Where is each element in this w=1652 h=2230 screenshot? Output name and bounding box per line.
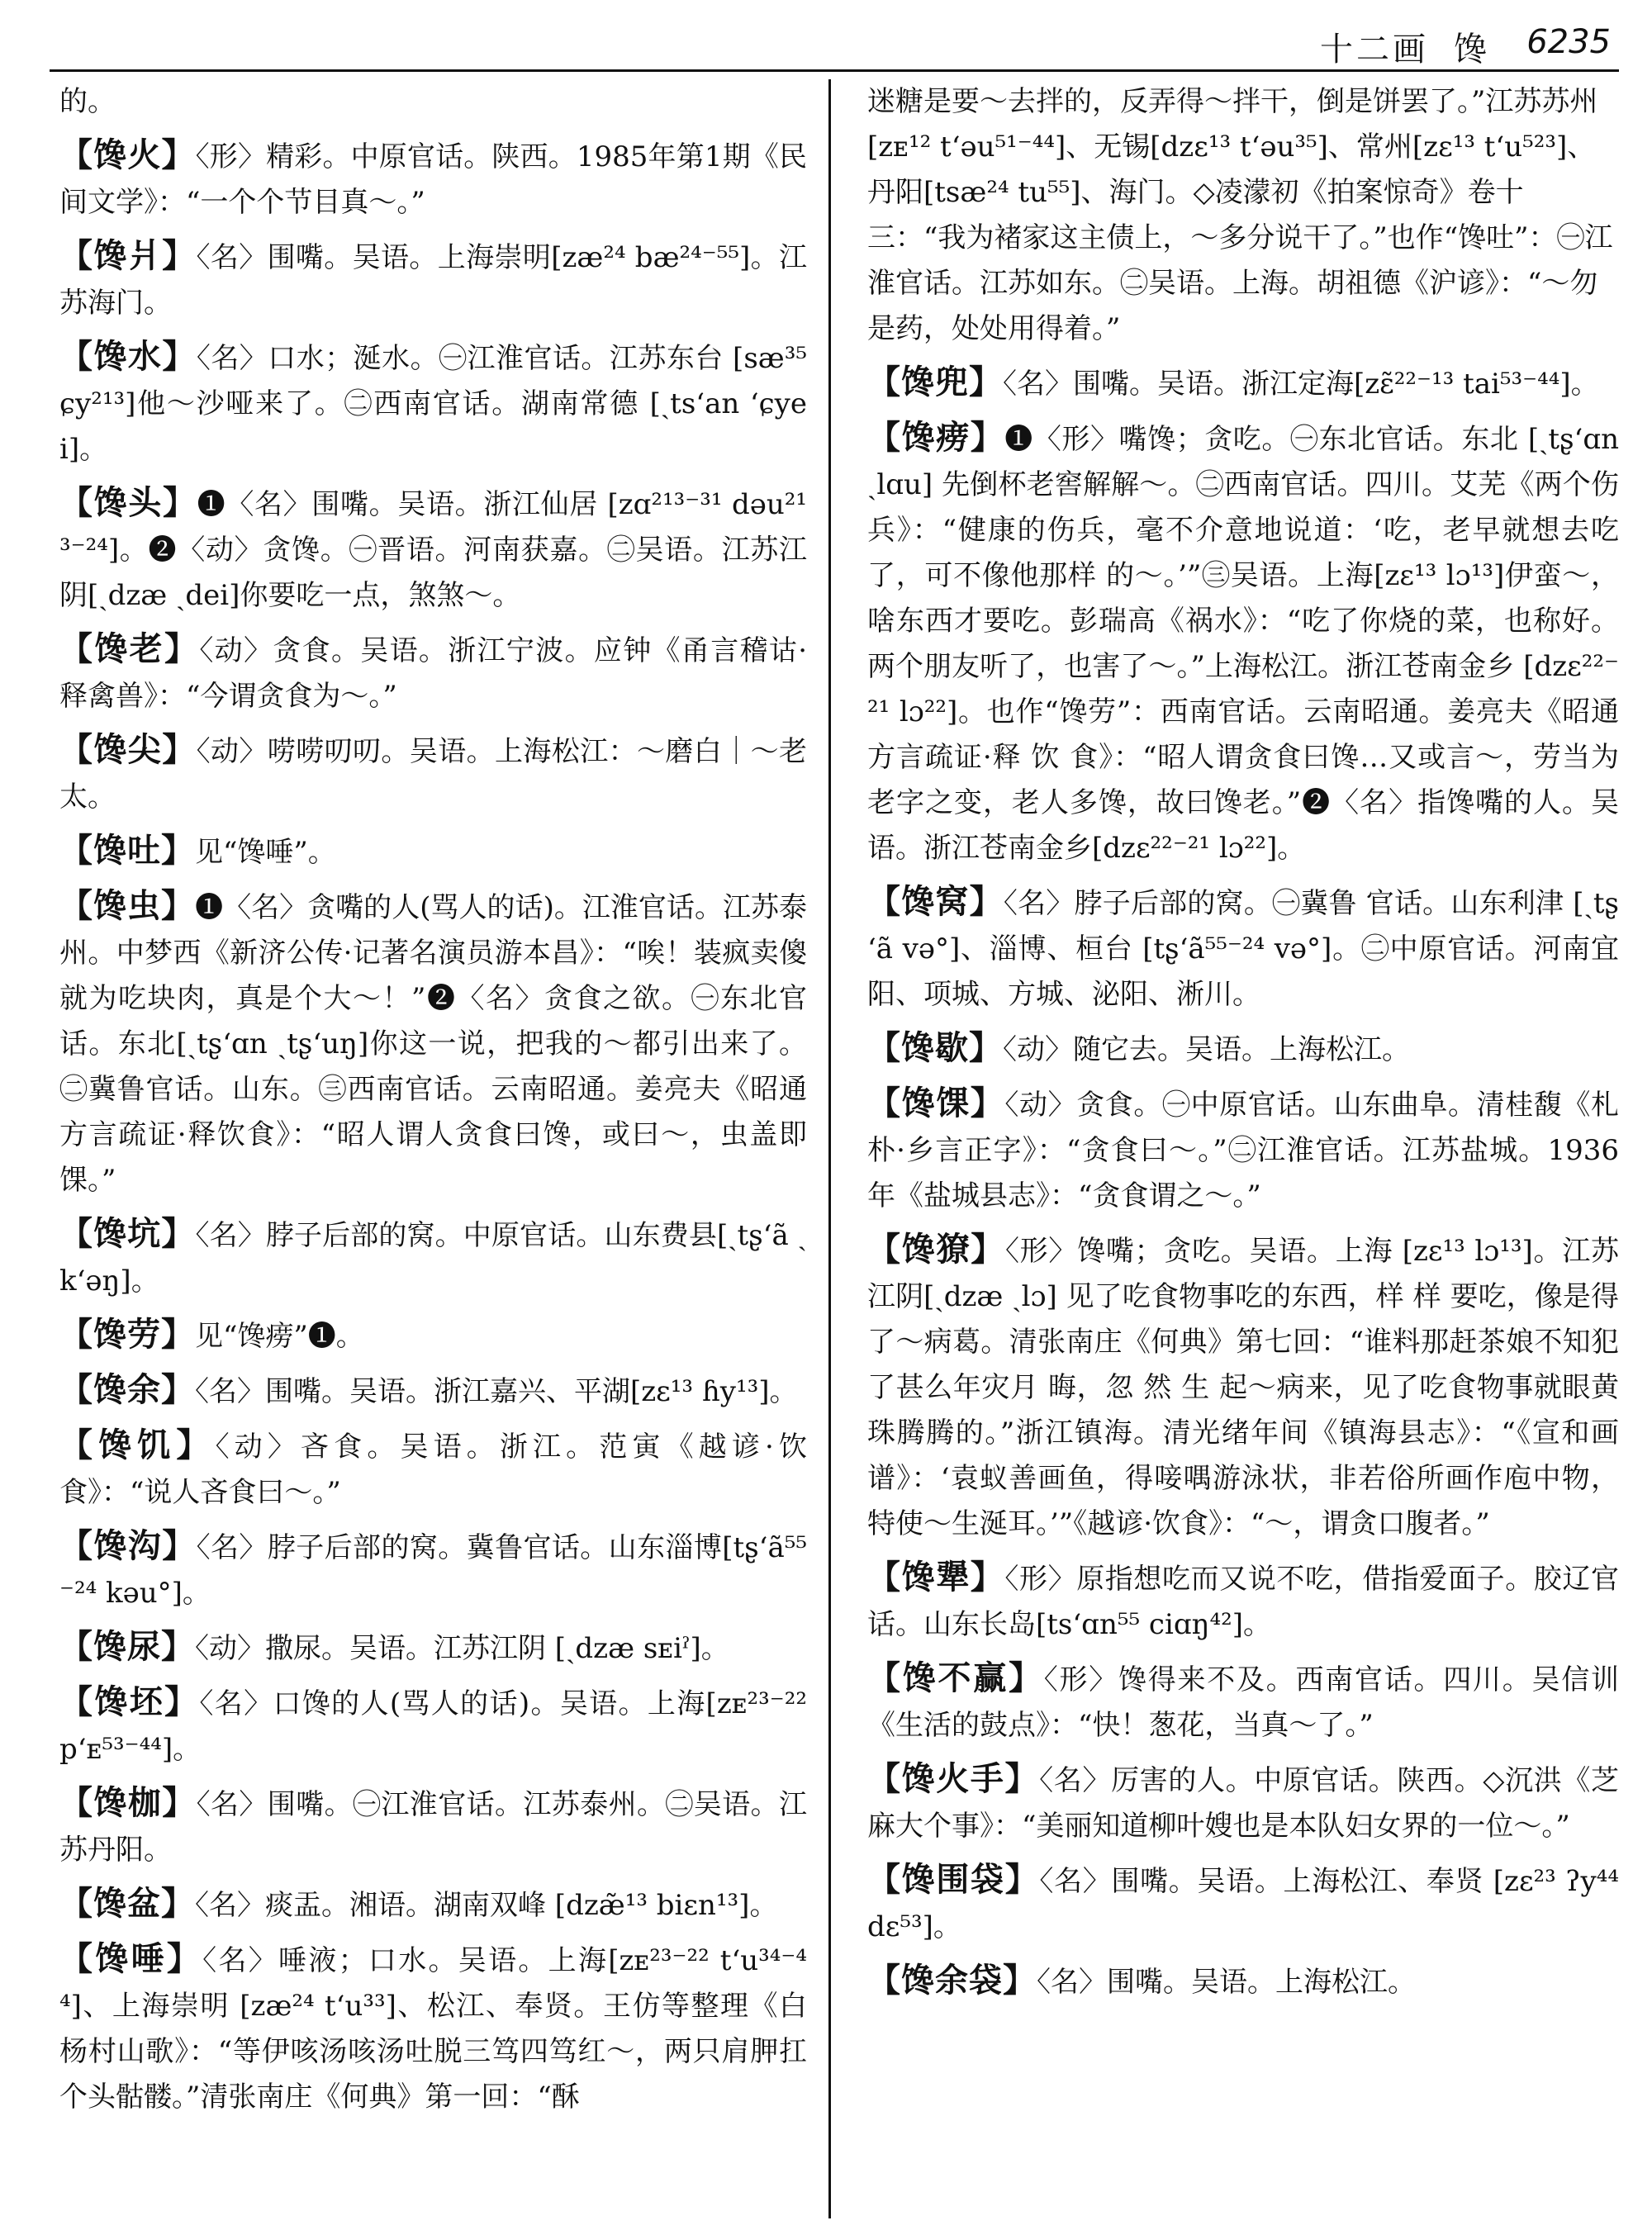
dictionary-entry [59, 1422, 807, 1516]
entry-headword: 【馋枷】 [59, 1783, 197, 1822]
dictionary-entry [59, 132, 807, 225]
entry-headword: 【馋火】 [59, 135, 196, 174]
entry-definition: 〈名〉围嘴。吴语。上海崇明[zæ²⁴ bæ²⁴⁻⁵⁵]。江苏海门。 [59, 241, 807, 320]
entry-definition: ❶〈名〉贪嘴的人(骂人的话)。江淮官话。江苏泰州。中梦西《新济公传·记著名演员游本昌》：“唉！装疯卖傻就为吃块肉，真是个大～！”❷〈名〉贪食之欲。㊀东北官话。东北[ˏtʂʻɑn ˏtʂʻuŋ]你这一说，把我的～都引出来了。㊁冀鲁官话。山东。㊂西南官话。云南昭通。姜亮夫《昭通方言疏证·释饮食》：“昭人谓人贪食曰馋，或曰～，虫盖即馃。” [59, 891, 808, 1197]
entry-headword: 【馋獠】 [867, 1230, 1005, 1269]
entry-headword: 【馋沟】 [59, 1526, 197, 1565]
entry-headword: 【馋馃】 [867, 1084, 1005, 1122]
entry-headword: 【馋吐】 [59, 831, 195, 870]
left-entry-list [59, 132, 807, 2120]
dictionary-entry [59, 626, 807, 719]
entry-definition: 〈名〉唾液；口水。吴语。上海[zᴇ²³⁻²² tʻu³⁴⁻⁴⁴]、上海崇明 [zæ²⁴ tʻu³³]、松江、奉贤。王仿等整理《白杨村山歌》：“等伊咳汤咳汤吐脱三笃四笃红～，两只肩胛扛个头骷髅。”清张南庄《何典》第一回：“酥 [59, 1944, 808, 2114]
dictionary-entry [59, 480, 807, 619]
entry-headword: 【馋不赢】 [867, 1658, 1044, 1697]
entry-definition: 〈名〉口水；涎水。㊀江淮官话。江苏东台 [sæ³⁵ ɕy²¹³]他～沙哑来了。㊁西南官话。湖南常德 [ˏtsʻan ʻɕyei]。 [59, 342, 807, 466]
entry-definition: 〈名〉脖子后部的窝。冀鲁官话。山东淄博[tʂʻã⁵⁵⁻²⁴ kəu°]。 [59, 1531, 808, 1610]
dictionary-entry [59, 1523, 807, 1616]
entry-definition: 〈形〉馋嘴；贪吃。吴语。上海 [zɛ¹³ lɔ¹³]。江苏江阴[ˏdzæ ˏlɔ] 见了吃食物事吃的东西，样 样 要吃，像是得了～病葛。清张南庄《何典》第七回：“谁料那赶茶娘不知犯了甚么年灾月 晦，忽 然 生 起～病来，见了吃食物事就眼黄珠腾腾的。”浙江镇海。清光绪年间《镇海县志》：“《宣和画谱》：‘袁蚁善画鱼，得唼喁游泳状，非若俗所画作庖中物，特使～生涎耳。’”《越谚·饮食》：“～，谓贪口腹者。” [867, 1235, 1619, 1540]
entry-headword: 【馋劳】 [59, 1315, 195, 1354]
page-header [50, 12, 1619, 72]
dictionary-entry [867, 1756, 1619, 1849]
entry-headword: 【馋痨】 [867, 418, 1005, 457]
entry-definition: 〈动〉贪食。㊀中原官话。山东曲阜。清桂馥《札朴·乡言正字》：“贪食曰～。”㊁江淮官话。江苏盐城。1936年《盐城县志》：“贪食谓之～。” [867, 1089, 1620, 1212]
column-divider [828, 79, 831, 2218]
entry-definition: 〈形〉原指想吃而又说不吃，借指爱面子。胶辽官话。山东长岛[tsʻɑn⁵⁵ ciɑŋ⁴²]。 [867, 1563, 1620, 1641]
entry-headword: 【馋老】 [59, 629, 200, 668]
dictionary-entry [59, 1881, 807, 1929]
entry-definition: 〈名〉脖子后部的窝。中原官话。山东费县[ˏtʂʻã ˏkʻəŋ]。 [59, 1219, 807, 1298]
dictionary-entry [59, 727, 807, 820]
entry-headword: 【馋窝】 [867, 882, 1004, 921]
dictionary-entry [867, 359, 1619, 407]
dictionary-entry [867, 1226, 1619, 1547]
entry-definition: 见“馋痨”❶。 [195, 1320, 364, 1353]
entry-definition: 〈名〉厉害的人。中原官话。陕西。◇沉洪《芝麻大个事》：“美丽知道柳叶嫂也是本队妇女界的一位～。” [867, 1764, 1619, 1843]
entry-definition: 〈动〉贪食。吴语。浙江宁波。应钟《甬言稽诂·释禽兽》：“今谓贪食为～。” [59, 634, 807, 713]
dictionary-entry [867, 879, 1619, 1018]
dictionary-entry [59, 1312, 807, 1359]
entry-definition: 〈动〉吝食。吴语。浙江。范寅《越谚·饮食》：“说人吝食曰～。” [59, 1431, 808, 1509]
entry-definition: 〈形〉精彩。中原官话。陕西。1985年第1期《民间文学》：“一个个节目真～。” [59, 140, 807, 219]
entry-definition: 见“馋唾”。 [195, 836, 336, 869]
entry-headword: 【馋围袋】 [867, 1860, 1040, 1899]
entry-headword: 【馋犟】 [867, 1558, 1005, 1597]
dictionary-entry [867, 1857, 1619, 1950]
dictionary-entry [59, 1211, 807, 1304]
entry-headword: 【馋饥】 [59, 1426, 216, 1464]
dictionary-entry [867, 1957, 1619, 2005]
right-column [867, 79, 1619, 2013]
dictionary-entry [59, 828, 807, 875]
entry-headword: 【馋歇】 [867, 1028, 1003, 1067]
dictionary-entry [59, 1679, 807, 1772]
section-label: 十二画 [1320, 31, 1429, 69]
dictionary-entry [59, 1367, 807, 1415]
entry-definition: ❶〈形〉嘴馋；贪吃。㊀东北官话。东北 [ˏtʂʻɑn ˏlɑu] 先倒杯老窖解解～。㊁西南官话。四川。艾芜《两个伤兵》：“健康的伤兵，毫不介意地说道：‘吃，老早就想去吃了，可不像他那样 的～。’”㊂吴语。上海[zɛ¹³ lɔ¹³]伊蛮～，啥东西才要吃。彭瑞高《祸水》：“吃了你烧的菜，也称好。两个朋友听了，也害了～。”上海松江。浙江苍南金乡 [dzɛ²²⁻²¹ lɔ²²]。也作“馋劳”：西南官话。云南昭通。姜亮夫《昭通方言疏证·释 饮 食》：“昭人谓贪食曰馋…又或言～，劳当为老字之变，老人多馋，故曰馋老。”❷〈名〉指馋嘴的人。吴语。浙江苍南金乡[dzɛ²²⁻²¹ lɔ²²]。 [867, 423, 1619, 865]
entry-headword: 【馋坑】 [59, 1214, 196, 1253]
entry-definition: 〈名〉围嘴。㊀江淮官话。江苏泰州。㊁吴语。江苏丹阳。 [59, 1788, 808, 1867]
dictionary-entry [867, 1554, 1619, 1648]
left-column [59, 79, 807, 2128]
dictionary-entry [867, 1025, 1619, 1073]
dictionary-entry [59, 1780, 807, 1873]
dictionary-entry [59, 1624, 807, 1672]
entry-headword: 【馋兜】 [867, 363, 1003, 401]
page-number: 6235 [1526, 23, 1611, 61]
entry-definition: 〈名〉围嘴。吴语。上海松江、奉贤 [zɛ²³ ʔy⁴⁴ dɛ⁵³]。 [867, 1865, 1619, 1943]
dictionary-entry [867, 415, 1619, 871]
header-character: 馋 [1454, 31, 1487, 69]
dictionary-entry [59, 334, 807, 472]
entry-headword: 【馋尿】 [59, 1627, 195, 1666]
entry-headword: 【馋虫】 [59, 886, 196, 925]
entry-definition: ❶〈名〉围嘴。吴语。浙江仙居 [zɑ²¹³⁻³¹ dəu²¹³⁻²⁴]。❷〈动〉贪馋。㊀晋语。河南获嘉。㊁吴语。江苏江阴[ˏdzæ ˏdei]你要吃一点，煞煞～。 [59, 488, 808, 612]
entry-headword: 【馋坯】 [59, 1682, 200, 1721]
entry-headword: 【馋余】 [59, 1370, 195, 1409]
entry-definition: 〈名〉痰盂。湘语。湖南双峰 [dzæ̃¹³ biɛn¹³]。 [195, 1889, 778, 1922]
entry-definition: 〈动〉撒尿。吴语。江苏江阴 [ˏdzæ sᴇiˀ]。 [195, 1632, 729, 1665]
entry-headword: 【馋爿】 [59, 236, 197, 275]
entry-definition: 〈名〉围嘴。吴语。浙江嘉兴、平湖[zɛ¹³ ɦy¹³]。 [195, 1375, 798, 1408]
continued-text: 的。 [59, 85, 116, 118]
entry-headword: 【馋唾】 [59, 1939, 203, 1978]
dictionary-entry [867, 1655, 1619, 1748]
right-entry-list [867, 359, 1619, 2005]
entry-definition: 〈名〉脖子后部的窝。㊀冀鲁 官话。山东利津 [ˏtʂʻã və°]、淄博、桓台 [tʂʻã⁵⁵⁻²⁴ və°]。㊁中原官话。河南宜阳、项城、方城、泌阳、淅川。 [867, 887, 1619, 1011]
entry-definition: 〈名〉围嘴。吴语。上海松江。 [1037, 1966, 1416, 1999]
entry-definition: 〈动〉随它去。吴语。上海松江。 [1003, 1033, 1410, 1066]
entry-headword: 【馋盆】 [59, 1884, 195, 1923]
dictionary-entry [59, 1936, 807, 2120]
entry-definition: 〈形〉馋得来不及。西南官话。四川。吴信训《生活的鼓点》：“快！葱花，当真～了。” [867, 1663, 1619, 1742]
entry-headword: 【馋余袋】 [867, 1961, 1037, 2000]
entry-definition: 〈名〉口馋的人(骂人的话)。吴语。上海[zᴇ²³⁻²² pʻᴇ⁵³⁻⁴⁴]。 [59, 1687, 808, 1766]
dictionary-entry [59, 883, 807, 1203]
dictionary-entry [867, 1080, 1619, 1219]
entry-headword: 【馋头】 [59, 483, 197, 522]
entry-headword: 【馋火手】 [867, 1759, 1040, 1798]
dictionary-entry [59, 233, 807, 326]
continued-text: 迷糖是要～去拌的，反弄得～拌干，倒是饼罢了。”江苏苏州[zᴇ¹² tʻəu⁵¹⁻⁴⁴]、无锡[dzɛ¹³ tʻəu³⁵]、常州[zɛ¹³ tʻu⁵²³]、丹阳[tsæ²⁴ tu⁵⁵]、海门。◇凌濛初《拍案惊奇》卷十三：“我为褚家这主债上，～多分说干了。”也作“馋吐”：㊀江淮官话。江苏如东。㊁吴语。上海。胡祖德《沪谚》：“～勿是药，处处用得着。” [867, 85, 1613, 345]
entry-headword: 【馋尖】 [59, 730, 197, 769]
entry-headword: 【馋水】 [59, 337, 197, 376]
entry-definition: 〈动〉唠唠叨叨。吴语。上海松江：～磨白｜～老太。 [59, 735, 808, 814]
entry-definition: 〈名〉围嘴。吴语。浙江定海[zɛ̃²²⁻¹³ tai⁵³⁻⁴⁴]。 [1003, 368, 1599, 401]
